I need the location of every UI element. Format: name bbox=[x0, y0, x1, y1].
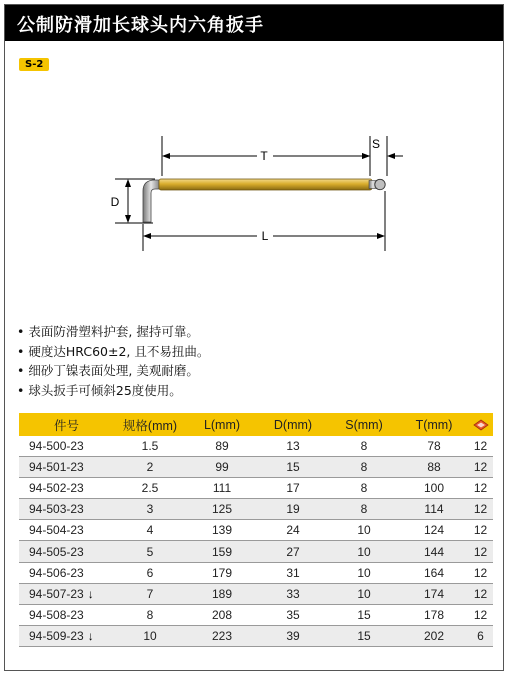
part-number: 94-504-23 bbox=[29, 523, 84, 538]
cell-s: 10 bbox=[328, 583, 400, 604]
cell-qty: 12 bbox=[468, 520, 493, 541]
cell-qty: 12 bbox=[468, 604, 493, 625]
part-number: 94-505-23 bbox=[29, 544, 84, 559]
feature-item: • 硬度达HRC60±2, 且不易扭曲。 bbox=[17, 342, 209, 362]
cell-qty: 6 bbox=[468, 625, 493, 646]
label-t: T bbox=[260, 149, 268, 163]
cell-d: 39 bbox=[258, 625, 328, 646]
cell-d: 13 bbox=[258, 436, 328, 457]
cell-t: 174 bbox=[400, 583, 468, 604]
cell-spec: 1.5 bbox=[114, 436, 186, 457]
cell-d: 19 bbox=[258, 499, 328, 520]
cell-t: 100 bbox=[400, 478, 468, 499]
cell-part bbox=[19, 583, 114, 604]
page-title: 公制防滑加长球头内六角扳手 bbox=[17, 15, 264, 36]
header-bar bbox=[5, 5, 503, 41]
cell-t: 78 bbox=[400, 436, 468, 457]
cell-qty: 12 bbox=[468, 499, 493, 520]
cell-l: 89 bbox=[186, 436, 258, 457]
cell-d: 31 bbox=[258, 562, 328, 583]
part-number: 94-503-23 bbox=[29, 502, 84, 517]
table-row bbox=[19, 478, 493, 499]
wrench-handle bbox=[159, 179, 372, 190]
cell-s: 8 bbox=[328, 478, 400, 499]
cell-s: 8 bbox=[328, 457, 400, 478]
feature-item: • 细砂丁镍表面处理, 美观耐磨。 bbox=[17, 361, 209, 381]
cell-qty: 12 bbox=[468, 457, 493, 478]
col-header-t: T(mm) bbox=[400, 413, 468, 436]
spec-table bbox=[19, 413, 493, 647]
wrench-short-arm bbox=[143, 180, 159, 222]
cell-l: 179 bbox=[186, 562, 258, 583]
part-number: 94-507-23 bbox=[29, 586, 84, 601]
cell-spec: 3 bbox=[114, 499, 186, 520]
cell-part bbox=[19, 625, 114, 646]
package-qty-icon bbox=[473, 419, 489, 431]
cell-s: 10 bbox=[328, 520, 400, 541]
cell-s: 10 bbox=[328, 541, 400, 562]
cell-t: 164 bbox=[400, 562, 468, 583]
down-arrow-icon: ↓ bbox=[87, 628, 94, 643]
cell-d: 24 bbox=[258, 520, 328, 541]
table-row bbox=[19, 562, 493, 583]
cell-t: 144 bbox=[400, 541, 468, 562]
table-row bbox=[19, 583, 493, 604]
col-header-d: D(mm) bbox=[258, 413, 328, 436]
feature-list bbox=[17, 322, 209, 401]
cell-qty: 12 bbox=[468, 436, 493, 457]
cell-d: 27 bbox=[258, 541, 328, 562]
cell-qty: 12 bbox=[468, 562, 493, 583]
cell-t: 202 bbox=[400, 625, 468, 646]
table-row bbox=[19, 520, 493, 541]
cell-l: 189 bbox=[186, 583, 258, 604]
col-header-spec: 规格(mm) bbox=[114, 413, 186, 436]
feature-item: • 表面防滑塑料护套, 握持可靠。 bbox=[17, 322, 209, 342]
cell-part bbox=[19, 478, 114, 499]
wrench-diagram bbox=[5, 125, 505, 265]
down-arrow-icon: ↓ bbox=[87, 586, 94, 601]
cell-t: 124 bbox=[400, 520, 468, 541]
cell-t: 114 bbox=[400, 499, 468, 520]
cell-spec: 5 bbox=[114, 541, 186, 562]
col-header-s: S(mm) bbox=[328, 413, 400, 436]
cell-spec: 2.5 bbox=[114, 478, 186, 499]
label-l: L bbox=[261, 229, 269, 243]
ball-end bbox=[375, 179, 385, 189]
part-number: 94-508-23 bbox=[29, 607, 84, 622]
part-number: 94-509-23 bbox=[29, 628, 84, 643]
cell-part bbox=[19, 436, 114, 457]
cell-qty: 12 bbox=[468, 583, 493, 604]
cell-s: 8 bbox=[328, 499, 400, 520]
product-page bbox=[4, 4, 504, 671]
cell-part bbox=[19, 457, 114, 478]
table-row bbox=[19, 499, 493, 520]
col-header-part: 件号 bbox=[19, 413, 114, 436]
cell-d: 17 bbox=[258, 478, 328, 499]
cell-s: 15 bbox=[328, 604, 400, 625]
cell-d: 33 bbox=[258, 583, 328, 604]
cell-part bbox=[19, 541, 114, 562]
cell-qty: 12 bbox=[468, 478, 493, 499]
label-s: S bbox=[371, 137, 381, 151]
part-number: 94-506-23 bbox=[29, 565, 84, 580]
part-number: 94-502-23 bbox=[29, 481, 84, 496]
table-row bbox=[19, 541, 493, 562]
cell-t: 178 bbox=[400, 604, 468, 625]
table-header-row bbox=[19, 413, 493, 436]
cell-part bbox=[19, 604, 114, 625]
table-row bbox=[19, 436, 493, 457]
cell-spec: 4 bbox=[114, 520, 186, 541]
label-d: D bbox=[110, 195, 120, 209]
cell-spec: 6 bbox=[114, 562, 186, 583]
cell-l: 159 bbox=[186, 541, 258, 562]
cell-s: 15 bbox=[328, 625, 400, 646]
cell-spec: 2 bbox=[114, 457, 186, 478]
table-row bbox=[19, 604, 493, 625]
table-row bbox=[19, 457, 493, 478]
cell-s: 8 bbox=[328, 436, 400, 457]
cell-l: 125 bbox=[186, 499, 258, 520]
cell-l: 139 bbox=[186, 520, 258, 541]
cell-s: 10 bbox=[328, 562, 400, 583]
col-header-pack bbox=[468, 413, 493, 436]
part-number: 94-500-23 bbox=[29, 439, 84, 454]
cell-spec: 7 bbox=[114, 583, 186, 604]
col-header-l: L(mm) bbox=[186, 413, 258, 436]
cell-t: 88 bbox=[400, 457, 468, 478]
cell-d: 35 bbox=[258, 604, 328, 625]
table-row bbox=[19, 625, 493, 646]
cell-part bbox=[19, 520, 114, 541]
part-number: 94-501-23 bbox=[29, 460, 84, 475]
feature-item: • 球头扳手可倾斜25度使用。 bbox=[17, 381, 209, 401]
cell-part bbox=[19, 499, 114, 520]
material-tag: S-2 bbox=[19, 58, 49, 71]
cell-part bbox=[19, 562, 114, 583]
cell-qty: 12 bbox=[468, 541, 493, 562]
cell-l: 99 bbox=[186, 457, 258, 478]
cell-spec: 8 bbox=[114, 604, 186, 625]
cell-d: 15 bbox=[258, 457, 328, 478]
cell-spec: 10 bbox=[114, 625, 186, 646]
cell-l: 111 bbox=[186, 478, 258, 499]
cell-l: 223 bbox=[186, 625, 258, 646]
cell-l: 208 bbox=[186, 604, 258, 625]
